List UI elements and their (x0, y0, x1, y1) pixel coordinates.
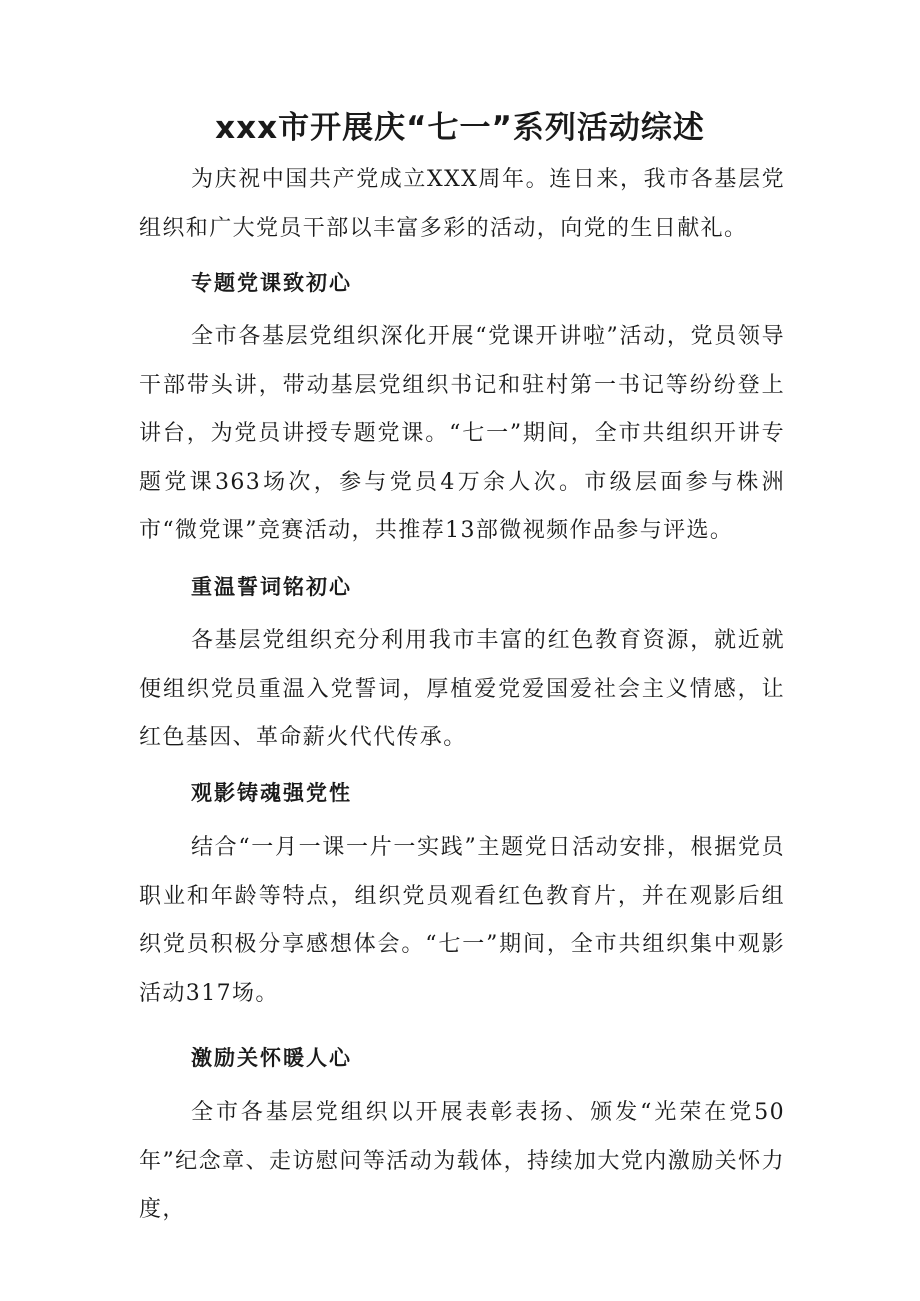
document-title: xxx市开展庆“七一”系列活动综述 (215, 110, 705, 146)
section-heading-oath: 重温誓词铭初心 (191, 575, 352, 599)
section-body-care: 全市各基层党组织以开展表彰表扬、颁发“光荣在党50年”纪念章、走访慰问等活动为载体，持续加大党内激励关怀力度， (139, 1100, 785, 1222)
section-heading-care: 激励关怀暖人心 (191, 1046, 352, 1070)
section-heading-film: 观影铸魂强党性 (191, 781, 352, 805)
section-body-film: 结合“一月一课一片一实践”主题党日活动安排，根据党员职业和年龄等特点，组织党员观看红色教育片，并在观影后组织党员积极分享感想体会。“七一”期间，全市共组织集中观影活动317场。 (139, 835, 785, 1006)
section-body-lecture: 全市各基层党组织深化开展“党课开讲啦”活动，党员领导干部带头讲，带动基层党组织书记和驻村第一书记等纷纷登上讲台，为党员讲授专题党课。“七一”期间，全市共组织开讲专题党课363场次，参与党员4万余人次。市级层面参与株洲市“微党课”竞赛活动，共推荐13部微视频作品参与评选。 (139, 324, 785, 543)
intro-paragraph: 为庆祝中国共产党成立XXX周年。连日来，我市各基层党组织和广大党员干部以丰富多彩的活动，向党的生日献礼。 (139, 167, 785, 241)
section-body-oath: 各基层党组织充分利用我市丰富的红色教育资源，就近就便组织党员重温入党誓词，厚植爱党爱国爱社会主义情感，让红色基因、革命薪火代代传承。 (139, 628, 785, 750)
section-heading-lecture: 专题党课致初心 (191, 271, 352, 295)
